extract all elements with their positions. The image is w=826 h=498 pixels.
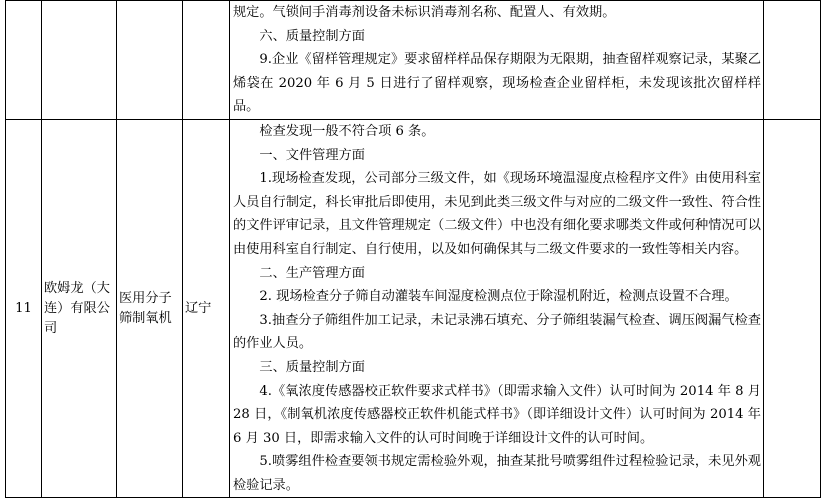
finding-line: 检查发现一般不符合项 6 条。 bbox=[259, 123, 435, 139]
finding-line: 9.企业《留样管理规定》要求留样样品保存期限为无限期，抽查留样观察记录，某聚乙烯袋在 2020 年 6 月 5 日进行了留样观察，现场检查企业留样柜，未发现该批次留样样品。 bbox=[233, 52, 761, 115]
inspection-table bbox=[5, 0, 821, 498]
table-row bbox=[6, 119, 821, 498]
finding-line: 三、质量控制方面 bbox=[259, 359, 365, 375]
finding-line: 5.喷雾组件检查要领书规定需检验外观，抽查某批号喷雾组件过程检验记录，未见外观检验记录。 bbox=[233, 454, 761, 493]
finding-line: 3.抽查分子筛组件加工记录，未记录沸石填充、分子筛组装漏气检查、调压阀漏气检查的作业人员。 bbox=[233, 312, 761, 352]
row-index-cell bbox=[6, 1, 42, 120]
province-cell bbox=[183, 1, 230, 120]
product-cell: 医用分子筛制氧机 bbox=[117, 119, 183, 498]
company-cell: 欧姆龙（大连）有限公司 bbox=[42, 119, 117, 498]
company-cell bbox=[42, 1, 117, 120]
remarks-cell bbox=[764, 1, 821, 120]
finding-line: 1.现场检查发现，公司部分三级文件，如《现场环境温湿度点检程序文件》由使用科室人员自行制定，科长审批后即使用，未见到此类三级文件与对应的二级文件一致性、符合性的文件评审记录，且文件管理规定（二级文件）中也没有细化要求哪类文件或何种情况可以由使用科室自行制定、自行使用，以及如何确保其与二级文件要求的一致性等相关内容。 bbox=[233, 171, 761, 257]
remarks-cell bbox=[764, 119, 821, 498]
finding-line: 2. 现场检查分子筛自动灌装车间湿度检测点位于除湿机附近，检测点设置不合理。 bbox=[259, 289, 738, 305]
row-index-cell: 11 bbox=[6, 119, 42, 498]
product-cell bbox=[117, 1, 183, 120]
finding-line: 一、文件管理方面 bbox=[259, 147, 365, 163]
findings-cell bbox=[230, 119, 764, 498]
finding-line: 六、质量控制方面 bbox=[259, 28, 365, 44]
province-cell: 辽宁 bbox=[183, 119, 230, 498]
table-row bbox=[6, 1, 821, 120]
findings-cell bbox=[230, 1, 764, 120]
finding-line: 4.《氧浓度传感器校正软件要求式样书》（即需求输入文件）认可时间为 2014 年 8 月 28 日，《制氧机浓度传感器校正软件机能式样书》（即详细设计文件）认可时间为 2014 年 6 月 30 日，即需求输入文件的认可时间晚于详细设计文件的认可时间。 bbox=[233, 383, 761, 446]
finding-line: 二、生产管理方面 bbox=[259, 265, 365, 281]
finding-line: 规定。气锁间手消毒剂设备未标识消毒剂名称、配置人、有效期。 bbox=[233, 5, 616, 20]
